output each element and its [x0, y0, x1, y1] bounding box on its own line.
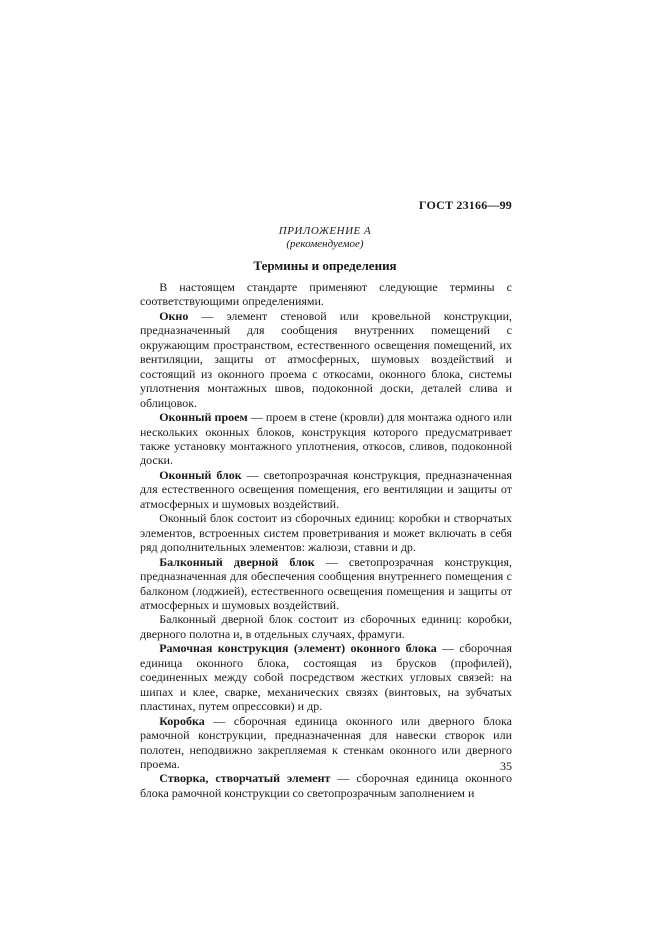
term: Коробка: [159, 713, 205, 728]
annex-note: (рекомендуемое): [286, 238, 364, 250]
definition: — светопрозрачная конструкция, предназначенная для обеспечения сообщения внутреннего помещения с балконом (лоджией), естественного освещения помещения и защиты от атмосферных и шумовых воздействий.: [140, 554, 512, 612]
term: Створка, створчатый элемент: [159, 771, 331, 786]
definition: Балконный дверной блок состоит из сборочных единиц: коробки, дверного полотна и, в отдельных случаях, фрамуги.: [140, 612, 512, 641]
paragraph: [140, 612, 512, 641]
term: Оконный блок: [159, 467, 242, 482]
term: Рамочная конструкция (элемент) оконного блока: [159, 641, 437, 656]
definition: Оконный блок состоит из сборочных единиц: коробки и створчатых элементов, встроенных систем проветривания и может включать в себя ряд дополнительных элементов: жалюзи, ставни и др.: [140, 511, 512, 555]
term: Окно: [159, 308, 189, 323]
document-body: [140, 280, 512, 800]
paragraph: [140, 511, 512, 554]
paragraph: [140, 280, 512, 309]
section-title: Термины и определения: [253, 258, 397, 273]
paragraph: [140, 641, 512, 713]
definition: — элемент стеновой или кровельной конструкции, предназначенный для сообщения внутренних помещений с окружающим пространством, естественного освещения помещений, их вентиляции, защиты от атмосферных, шумовых воздействий и состоящий из оконного проема с откосами, оконного блока, системы уплотнения монтажных швов, подоконной доски, деталей слива и облицовок.: [140, 308, 512, 410]
paragraph: [140, 410, 512, 468]
annex-title: ПРИЛОЖЕНИЕ А: [278, 225, 372, 237]
definition: — светопрозрачная конструкция, предназначенная для естественного освещения помещения, его вентиляции и защиты от атмосферных и шумовых воздействий.: [140, 467, 512, 511]
paragraph: [140, 714, 512, 772]
paragraph: [140, 309, 512, 410]
definition: — сборочная единица оконного блока, состоящая из брусков (профилей), соединенных между собой посредством жестких угловых связей: на шипах и клее, сварке, механических связях (винтовых, на зубчатых пластинах, путем опрессовки) и др.: [140, 641, 512, 714]
paragraph: [140, 555, 512, 613]
paragraph: [140, 468, 512, 511]
document-code: ГОСТ 23166—99: [418, 198, 512, 212]
paragraph: [140, 771, 512, 800]
definition: — сборочная единица оконного блока рамочной конструкции со светопрозрачным заполнением и: [140, 771, 512, 800]
term: Оконный проем: [159, 410, 248, 425]
definition: В настоящем стандарте применяют следующие термины с соответствующими определениями.: [140, 280, 512, 309]
definition: — проем в стене (кровли) для монтажа одного или нескольких оконных блоков, конструкция которого предусматривает также установку монтажного уплотнения, откосов, сливов, подоконной доски.: [140, 410, 513, 468]
page-number: 35: [500, 759, 512, 773]
definition: — сборочная единица оконного или дверного блока рамочной конструкции, предназначенная для навески створок или полотен, неподвижно закрепляемая к стенкам оконного или дверного проема.: [140, 713, 512, 771]
term: Балконный дверной блок: [159, 554, 315, 569]
